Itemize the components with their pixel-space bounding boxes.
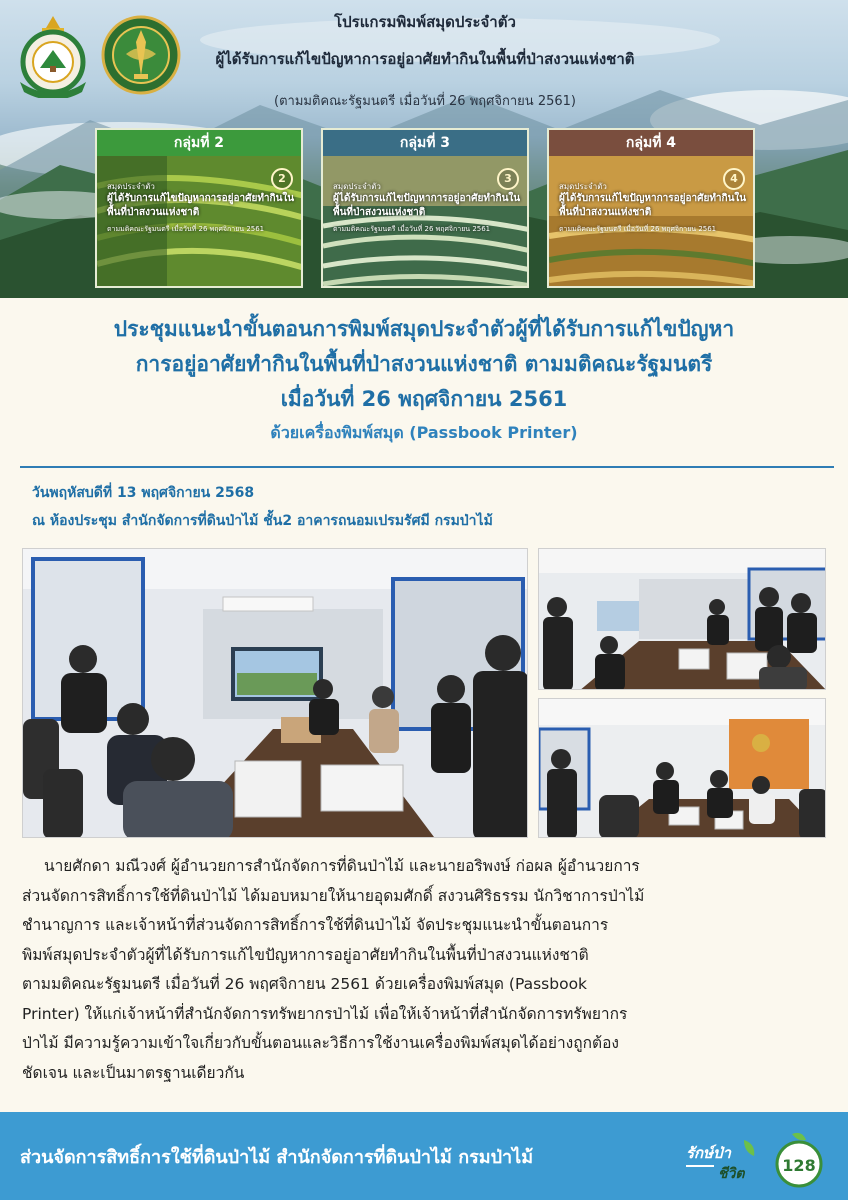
forest-department-crest-icon — [12, 12, 94, 98]
body-line: ชัดเจน และเป็นมาตรฐานเดียวกัน — [22, 1063, 245, 1082]
body-line: Printer) ให้แก่เจ้าหน้าที่สำนักจัดการทรัพยากรป่าไม้ เพื่อให้เจ้าหน้าที่สำนักจัดการทรัพยากร — [22, 1004, 628, 1023]
card-heading: กลุ่มที่ 4 — [549, 130, 753, 156]
title-divider — [20, 466, 834, 468]
body-line: ป่าไม้ มีความรู้ความเข้าใจเกี่ยวกับขั้นตอนและวิธีการใช้งานเครื่องพิมพ์สมุดได้อย่างถูกต้อง — [22, 1034, 619, 1052]
footer-bar — [0, 1112, 848, 1200]
article-body — [22, 852, 828, 1088]
anniversary-128-logo-icon — [772, 1130, 826, 1188]
banner-program-subtitle: ผู้ได้รับการแก้ไขปัญหาการอยู่อาศัยทำกินในพื้นที่ป่าสงวนแห่งชาติ — [215, 50, 635, 68]
event-location: ณ ห้องประชุม สำนักจัดการที่ดินป่าไม้ ชั้น2 อาคารถนอมเปรมรัศมี กรมป่าไม้ — [32, 513, 493, 529]
body-line: นายศักดา มณีวงศ์ ผู้อำนวยการสำนักจัดการที่ดินป่าไม้ และนายอริพงษ์ ก่อผล ผู้อำนวยการ — [44, 857, 640, 875]
royal-forest-department-seal-icon — [100, 12, 182, 98]
title-line-2: การอยู่อาศัยทำกินในพื้นที่ป่าสงวนแห่งชาติ ตามมติคณะรัฐมนตรี — [135, 352, 713, 376]
card-description: ผู้ได้รับการแก้ไขปัญหาการอยู่อาศัยทำกินในพื้นที่ป่าสงวนแห่งชาติ — [107, 193, 295, 218]
body-line: พิมพ์สมุดประจำตัวผู้ที่ได้รับการแก้ไขปัญหาการอยู่อาศัยทำกินในพื้นที่ป่าสงวนแห่งชาติ — [22, 945, 589, 964]
card-resolution: ตามมติคณะรัฐมนตรี เมื่อวันที่ 26 พฤศจิกายน 2561 — [333, 225, 491, 233]
title-line-3: เมื่อวันที่ 26 พฤศจิกายน 2561 — [280, 387, 568, 411]
event-date: วันพฤหัสบดีที่ 13 พฤศจิกายน 2568 — [32, 485, 255, 501]
passbook-card-group-3 — [321, 128, 529, 288]
card-heading: กลุ่มที่ 2 — [97, 130, 301, 156]
meeting-room-photo-top-right — [538, 548, 826, 690]
body-line: ชำนาญการ และเจ้าหน้าที่ส่วนจัดการสิทธิ์การใช้ที่ดินป่าไม้ จัดประชุมแนะนำขั้นตอนการ — [22, 916, 609, 934]
meeting-room-photo-main — [22, 548, 528, 838]
article-title — [0, 312, 848, 446]
card-heading: กลุ่มที่ 3 — [323, 130, 527, 156]
card-number-badge: 4 — [723, 168, 745, 190]
card-label: สมุดประจำตัว — [559, 182, 607, 191]
card-resolution: ตามมติคณะรัฐมนตรี เมื่อวันที่ 26 พฤศจิกายน 2561 — [107, 225, 265, 233]
passbook-card-group-2 — [95, 128, 303, 288]
body-line: ส่วนจัดการสิทธิ์การใช้ที่ดินป่าไม้ ได้มอบหมายให้นายอุดมศักดิ์ สงวนศิริธรรม นักวิชาการป่าไม้ — [22, 886, 645, 905]
card-description: ผู้ได้รับการแก้ไขปัญหาการอยู่อาศัยทำกินในพื้นที่ป่าสงวนแห่งชาติ — [559, 193, 747, 218]
rak-pa-logo-icon — [684, 1136, 764, 1184]
card-label: สมุดประจำตัว — [107, 182, 155, 191]
anniversary-number: 128 — [782, 1156, 816, 1175]
banner-program-title: โปรแกรมพิมพ์สมุดประจำตัว — [334, 13, 516, 31]
passbook-card-group-4 — [547, 128, 755, 288]
footer-organization: ส่วนจัดการสิทธิ์การใช้ที่ดินป่าไม้ สำนักจัดการที่ดินป่าไม้ กรมป่าไม้ — [20, 1147, 534, 1168]
title-line-1: ประชุมแนะนำขั้นตอนการพิมพ์สมุดประจำตัวผู้ที่ได้รับการแก้ไขปัญหา — [113, 317, 735, 341]
rak-pa-logo-subtext: ชีวิต — [718, 1166, 745, 1182]
card-resolution: ตามมติคณะรัฐมนตรี เมื่อวันที่ 26 พฤศจิกายน 2561 — [559, 225, 717, 233]
card-number-badge: 3 — [497, 168, 519, 190]
body-line: ตามมติคณะรัฐมนตรี เมื่อวันที่ 26 พฤศจิกายน 2561 ด้วยเครื่องพิมพ์สมุด (Passbook — [22, 975, 588, 993]
article-subtitle: ด้วยเครื่องพิมพ์สมุด (Passbook Printer) — [270, 423, 578, 442]
card-label: สมุดประจำตัว — [333, 182, 381, 191]
card-number-badge: 2 — [271, 168, 293, 190]
header-banner — [0, 0, 848, 298]
card-description: ผู้ได้รับการแก้ไขปัญหาการอยู่อาศัยทำกินในพื้นที่ป่าสงวนแห่งชาติ — [333, 193, 521, 218]
banner-resolution-note: (ตามมติคณะรัฐมนตรี เมื่อวันที่ 26 พฤศจิกายน 2561) — [274, 94, 576, 109]
rak-pa-logo-text: รักษ์ป่า — [686, 1144, 731, 1162]
meeting-room-photo-bottom-right — [538, 698, 826, 838]
